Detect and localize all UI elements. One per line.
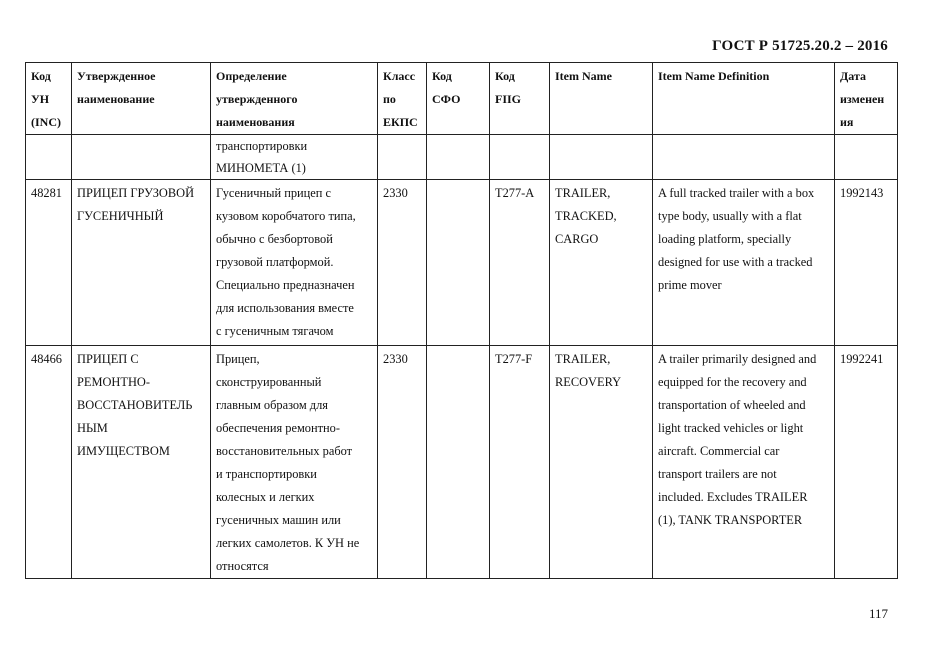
header-item-name: Item Name [550, 63, 653, 135]
cell-sfo [427, 180, 490, 346]
cell-approved-name: ПРИЦЕП С РЕМОНТНО- ВОССТАНОВИТЕЛЬ НЫМ ИМУЩЕСТВОМ [72, 346, 211, 579]
table-row [26, 346, 898, 579]
cell-sfo [427, 346, 490, 579]
cell-inc: 48466 [26, 346, 72, 579]
cell-item-name: TRAILER, TRACKED, CARGO [550, 180, 653, 346]
header-class: Класс по ЕКПС [378, 63, 427, 135]
cell-approved-name [72, 135, 211, 180]
header-fiig: Код FIIG [490, 63, 550, 135]
cell-change-date [835, 135, 898, 180]
cell-item-name-definition: A full tracked trailer with a box type body, usually with a flat loading platform, specially designed for use with a tracked prime mover [653, 180, 835, 346]
document-title: ГОСТ Р 51725.20.2 – 2016 [712, 38, 888, 54]
table-row [26, 180, 898, 346]
cell-inc [26, 135, 72, 180]
cell-item-name-definition: A trailer primarily designed and equipped for the recovery and transportation of wheeled and light tracked vehicles or light aircraft. Commercial car transport trailers are not included. Excludes TRAILER (1), TANK TRANSPORTER [653, 346, 835, 579]
cell-sfo [427, 135, 490, 180]
header-inc: Код УН (INC) [26, 63, 72, 135]
table-row [26, 135, 898, 180]
header-change-date: Дата изменен ия [835, 63, 898, 135]
cell-definition: Прицеп, сконструированный главным образом для обеспечения ремонтно- восстановительных работ и транспортировки колесных и легких гусеничных машин или легких самолетов. К УН не относятся [211, 346, 378, 579]
cell-definition: Гусеничный прицеп с кузовом коробчатого типа, обычно с безбортовой грузовой платформой. Специально предназначен для использования вместе с гусеничным тягачом [211, 180, 378, 346]
cell-item-name: TRAILER, RECOVERY [550, 346, 653, 579]
cell-change-date: 1992143 [835, 180, 898, 346]
cell-change-date: 1992241 [835, 346, 898, 579]
cell-class: 2330 [378, 180, 427, 346]
cell-class [378, 135, 427, 180]
header-definition: Определение утвержденного наименования [211, 63, 378, 135]
cell-approved-name: ПРИЦЕП ГРУЗОВОЙ ГУСЕНИЧНЫЙ [72, 180, 211, 346]
cell-fiig: T277-F [490, 346, 550, 579]
header-approved-name: Утвержденное наименование [72, 63, 211, 135]
cell-class: 2330 [378, 346, 427, 579]
table-header-row [26, 63, 898, 135]
cell-inc: 48281 [26, 180, 72, 346]
catalog-table [25, 62, 898, 579]
cell-fiig [490, 135, 550, 180]
cell-fiig: T277-A [490, 180, 550, 346]
header-sfo: Код СФО [427, 63, 490, 135]
cell-item-name-definition [653, 135, 835, 180]
cell-item-name [550, 135, 653, 180]
page-number: 117 [868, 606, 888, 621]
cell-definition: транспортировки МИНОМЕТА (1) [211, 135, 378, 180]
header-item-name-definition: Item Name Definition [653, 63, 835, 135]
